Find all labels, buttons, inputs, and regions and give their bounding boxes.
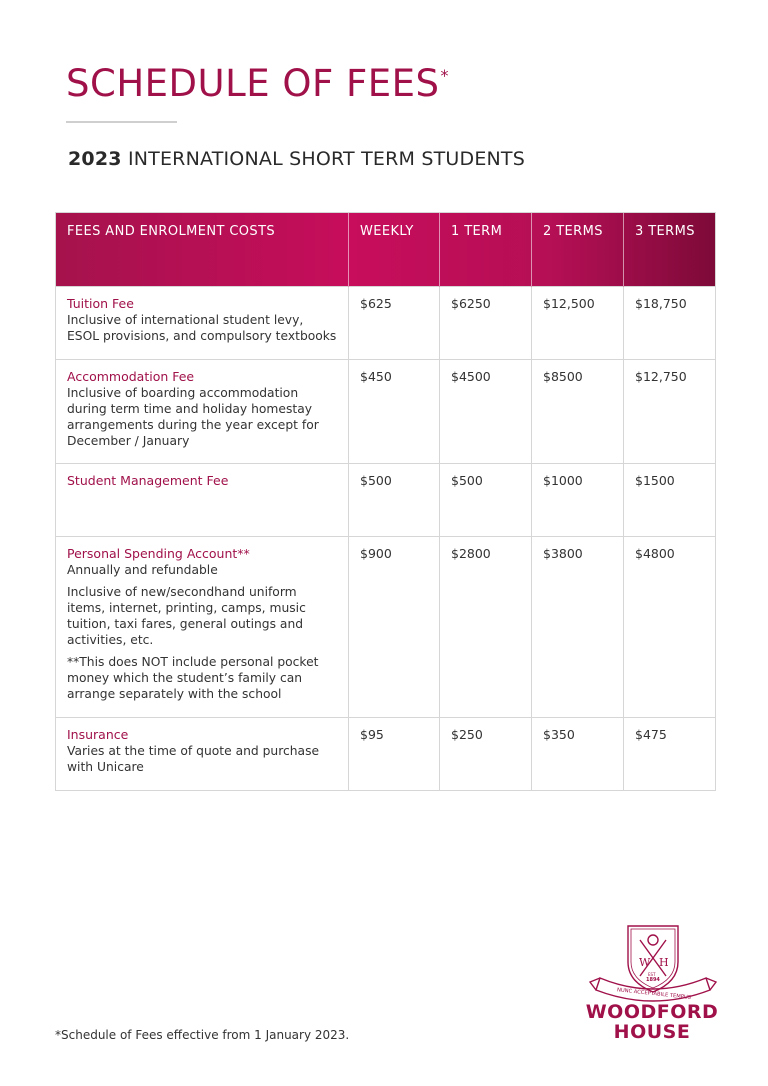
- logo-wordmark: [582, 1002, 722, 1042]
- fee-2-terms: $1000: [532, 464, 624, 537]
- fee-detail: **This does NOT include personal pocket money which the student’s family can arrange separately with the school: [67, 655, 319, 701]
- fee-1-term: $4500: [440, 360, 532, 464]
- fee-weekly: $450: [349, 360, 440, 464]
- fee-2-terms: $350: [532, 718, 624, 791]
- fee-3-terms: $1500: [624, 464, 716, 537]
- fee-weekly: $625: [349, 287, 440, 360]
- fee-1-term: $6250: [440, 287, 532, 360]
- header-weekly: WEEKLY: [349, 213, 440, 287]
- header-3-terms: 3 TERMS: [624, 213, 716, 287]
- fee-3-terms: $475: [624, 718, 716, 791]
- fees-table: [55, 212, 716, 791]
- fee-2-terms: $3800: [532, 537, 624, 718]
- page-title: [66, 62, 449, 105]
- subtitle-year: 2023: [68, 148, 122, 170]
- fee-weekly: $95: [349, 718, 440, 791]
- fee-name: Tuition Fee: [67, 296, 134, 311]
- fee-name: Accommodation Fee: [67, 369, 195, 384]
- fee-description: [56, 464, 349, 537]
- fee-3-terms: $4800: [624, 537, 716, 718]
- fee-weekly: $500: [349, 464, 440, 537]
- fee-detail: Inclusive of boarding accommodation during term time and holiday homestay arrangements during the year except for December / January: [67, 386, 319, 448]
- logo-wordmark-line1: WOODFORD: [585, 1001, 719, 1023]
- fee-1-term: $500: [440, 464, 532, 537]
- fee-1-term: $2800: [440, 537, 532, 718]
- fee-detail: Inclusive of international student levy, ESOL provisions, and compulsory textbooks: [67, 313, 337, 343]
- fee-detail: Varies at the time of quote and purchase with Unicare: [67, 744, 320, 774]
- table-row-personal-spending: [56, 537, 716, 718]
- fee-description: [56, 718, 349, 791]
- fee-detail: Annually and refundable: [67, 563, 218, 577]
- title-divider: [66, 121, 177, 123]
- fee-2-terms: $8500: [532, 360, 624, 464]
- subtitle-text: INTERNATIONAL SHORT TERM STUDENTS: [127, 148, 526, 170]
- fee-name: Insurance: [67, 727, 129, 742]
- table-row-student-management: [56, 464, 716, 537]
- header-fees-costs: FEES AND ENROLMENT COSTS: [56, 213, 349, 287]
- fee-weekly: $900: [349, 537, 440, 718]
- crest-letter-h: H: [659, 956, 669, 969]
- fee-description: [56, 287, 349, 360]
- page-title-text: SCHEDULE OF FEES: [66, 62, 440, 105]
- fee-3-terms: $12,750: [624, 360, 716, 464]
- header-1-term: 1 TERM: [440, 213, 532, 287]
- table-row-tuition: [56, 287, 716, 360]
- table-row-insurance: [56, 718, 716, 791]
- fee-name: Student Management Fee: [67, 473, 229, 488]
- fees-table-header-row: [56, 213, 716, 287]
- header-2-terms: 2 TERMS: [532, 213, 624, 287]
- fee-detail: Inclusive of new/secondhand uniform items, internet, printing, camps, music tuition, taxi fares, general outings and activities, etc.: [67, 585, 306, 647]
- fee-name: Personal Spending Account**: [67, 546, 250, 561]
- table-row-accommodation: [56, 360, 716, 464]
- crest-motto: NUNC ACCEPTABILE TEMPUS: [616, 987, 692, 1001]
- footnote: *Schedule of Fees effective from 1 January 2023.: [55, 1028, 350, 1042]
- crest-letter-w: W: [639, 956, 651, 969]
- title-asterisk: *: [440, 66, 450, 85]
- page-subtitle: [68, 148, 525, 170]
- fee-description: [56, 537, 349, 718]
- fee-1-term: $250: [440, 718, 532, 791]
- crest-est: EST: [648, 972, 656, 977]
- fee-2-terms: $12,500: [532, 287, 624, 360]
- logo-wordmark-line2: HOUSE: [613, 1021, 691, 1043]
- fee-3-terms: $18,750: [624, 287, 716, 360]
- fee-description: [56, 360, 349, 464]
- crest-year: 1894: [646, 977, 660, 983]
